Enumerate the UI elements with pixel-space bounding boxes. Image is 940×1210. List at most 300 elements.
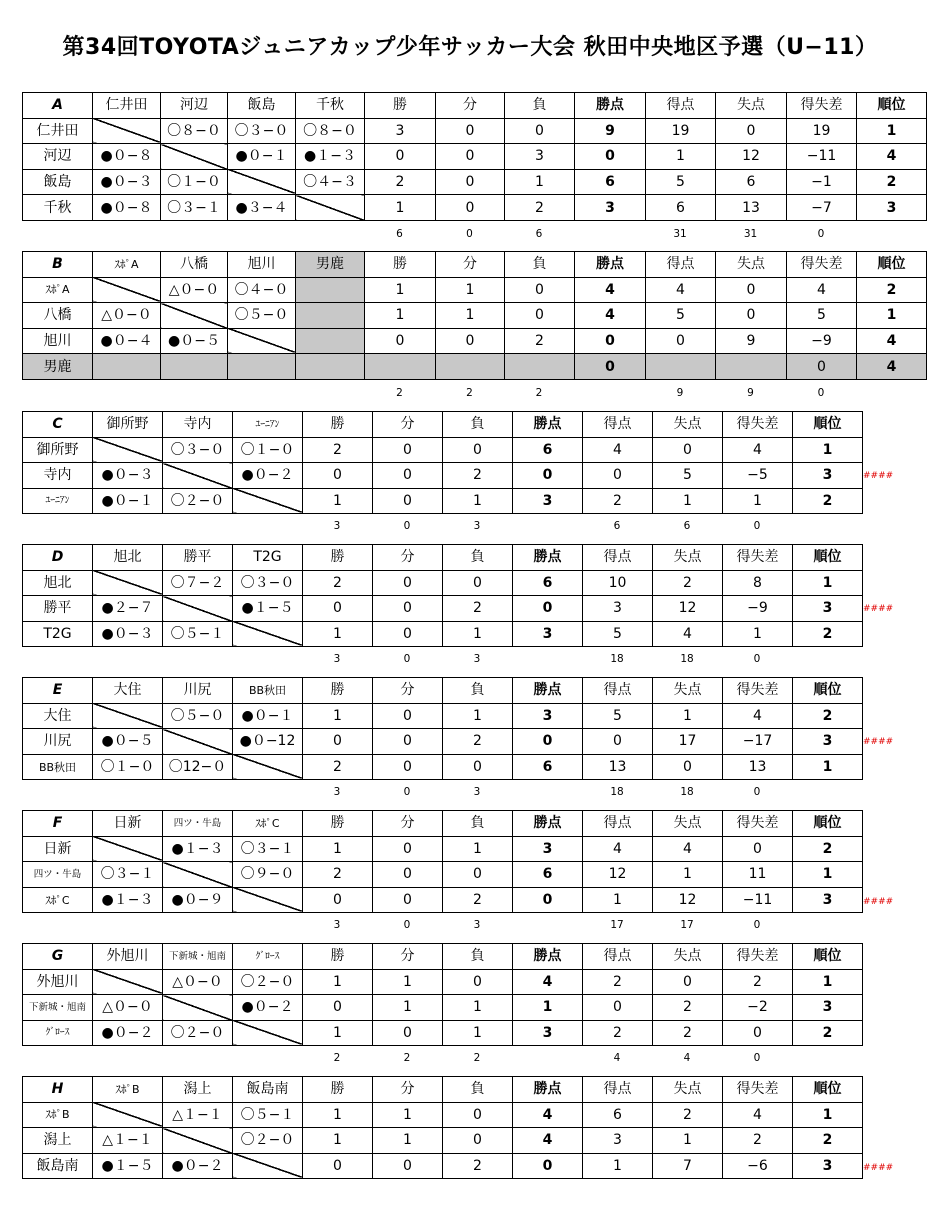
wins: 0 (365, 144, 436, 170)
error-flag: #### (863, 737, 894, 748)
match-result: ●０−１ (228, 144, 296, 170)
header-row (23, 412, 863, 438)
points: 0 (513, 1153, 583, 1179)
team-header: 仁井田 (93, 93, 161, 119)
points: 6 (513, 570, 583, 596)
team-header: 寺内 (163, 412, 233, 438)
header-points: 勝点 (513, 412, 583, 438)
losses: 2 (443, 729, 513, 755)
goal-diff: −6 (723, 1153, 793, 1179)
goals-for (646, 354, 716, 380)
header-points: 勝点 (513, 545, 583, 571)
team-header: ｸﾞﾛｰｽ (233, 944, 303, 970)
header-points: 勝点 (513, 1077, 583, 1103)
footer-value: 18 (680, 786, 694, 799)
match-result: 〇９−０ (233, 862, 303, 888)
match-result: ●０−２ (93, 1020, 163, 1046)
match-result: ●０−４ (93, 328, 161, 354)
goals-for: 5 (583, 621, 653, 647)
goal-diff: −5 (723, 463, 793, 489)
footer-value: 3 (473, 919, 481, 932)
draws: 0 (373, 887, 443, 913)
team-header: 八橋 (161, 252, 228, 278)
header-row (23, 944, 863, 970)
points: 4 (513, 969, 583, 995)
group-label: G (23, 944, 93, 970)
team-header: T2G (233, 545, 303, 571)
table-row (23, 995, 863, 1021)
match-result: 〇５−０ (228, 303, 296, 329)
goals-against: 0 (716, 303, 787, 329)
group-c-block (22, 411, 863, 514)
group-label: C (23, 412, 93, 438)
header-wins: 勝 (303, 944, 373, 970)
goals-for: 5 (646, 169, 716, 195)
header-losses: 負 (443, 545, 513, 571)
match-result: ●１−３ (163, 836, 233, 862)
header-wins: 勝 (365, 252, 436, 278)
team-name: 寺内 (23, 463, 93, 489)
losses: 2 (443, 463, 513, 489)
draws: 1 (373, 969, 443, 995)
goal-diff: 1 (723, 621, 793, 647)
footer-value: 0 (817, 228, 825, 240)
team-name: 飯島南 (23, 1153, 93, 1179)
wins: 1 (303, 1020, 373, 1046)
match-result (296, 303, 365, 329)
match-result: 〇５−１ (163, 621, 233, 647)
team-name: 外旭川 (23, 969, 93, 995)
match-result: 〇３−１ (161, 195, 228, 221)
table-row (23, 437, 863, 463)
page-title: 第34回TOYOTAジュニアカップ少年サッカー大会 秋田中央地区予選（U−11） (62, 35, 878, 60)
match-result: 〇５−１ (233, 1102, 303, 1128)
footer-value: 0 (753, 520, 761, 533)
team-header: ｽﾎﾟB (93, 1077, 163, 1103)
footer-value: 2 (466, 387, 473, 399)
goals-against: 13 (716, 195, 787, 221)
team-name: 日新 (23, 836, 93, 862)
draws: 0 (373, 437, 443, 463)
draws: 0 (373, 570, 443, 596)
rank: 2 (793, 1128, 863, 1154)
wins: 3 (365, 118, 436, 144)
header-row (23, 678, 863, 704)
header-goals-for: 得点 (583, 944, 653, 970)
team-header: 男鹿 (296, 252, 365, 278)
rank: 1 (857, 118, 927, 144)
group-a-table (22, 92, 927, 221)
team-header: 日新 (93, 811, 163, 837)
wins: 0 (303, 1153, 373, 1179)
goal-diff: 0 (723, 1020, 793, 1046)
losses: 0 (443, 1102, 513, 1128)
team-name: ﾕｰﾆｱﾝ (23, 488, 93, 514)
goals-against: 1 (653, 1128, 723, 1154)
footer-value: 0 (753, 919, 761, 932)
rank: 1 (793, 570, 863, 596)
table-row (23, 729, 863, 755)
wins: 2 (303, 437, 373, 463)
losses: 0 (505, 303, 575, 329)
goal-diff: 1 (723, 488, 793, 514)
losses: 1 (505, 169, 575, 195)
goal-diff: 2 (723, 969, 793, 995)
match-result: ●０−３ (93, 463, 163, 489)
footer-value: 0 (403, 786, 411, 799)
match-result: 〇２−０ (233, 1128, 303, 1154)
goals-for: 1 (646, 144, 716, 170)
self-match-cell (233, 887, 303, 913)
points: 0 (575, 144, 646, 170)
team-header: 四ツ・牛島 (163, 811, 233, 837)
goals-for: 6 (583, 1102, 653, 1128)
self-match-cell (163, 596, 233, 622)
points: 0 (575, 328, 646, 354)
points: 4 (575, 277, 646, 303)
self-match-cell (93, 437, 163, 463)
footer-value: 6 (535, 228, 543, 240)
footer-value: 2 (403, 1052, 411, 1065)
table-row (23, 887, 863, 913)
team-name: 旭川 (23, 328, 93, 354)
group-footer-totals (22, 784, 862, 802)
goal-diff: −9 (787, 328, 857, 354)
header-wins: 勝 (303, 545, 373, 571)
wins: 1 (365, 303, 436, 329)
goal-diff: 8 (723, 570, 793, 596)
goals-for: 4 (583, 437, 653, 463)
header-row (23, 1077, 863, 1103)
goals-for: 3 (583, 1128, 653, 1154)
group-footer-totals (22, 651, 862, 669)
header-draws: 分 (436, 93, 505, 119)
header-goal-diff: 得失差 (723, 944, 793, 970)
group-f-table (22, 810, 863, 913)
team-header: 下新城・旭南 (163, 944, 233, 970)
team-name: 四ツ・牛島 (23, 862, 93, 888)
points: 6 (513, 754, 583, 780)
match-result: ●０−３ (93, 621, 163, 647)
group-e-block (22, 677, 863, 780)
rank: 1 (793, 1102, 863, 1128)
team-name: ｽﾎﾟC (23, 887, 93, 913)
table-row (23, 144, 927, 170)
rank: 3 (793, 463, 863, 489)
goals-for: 1 (583, 1153, 653, 1179)
goals-against: 2 (653, 1020, 723, 1046)
losses: 2 (505, 195, 575, 221)
footer-value: 3 (333, 520, 341, 533)
team-header: ｽﾎﾟC (233, 811, 303, 837)
header-draws: 分 (373, 944, 443, 970)
match-result: 〇３−１ (233, 836, 303, 862)
rank: 2 (793, 1020, 863, 1046)
match-result (93, 354, 161, 380)
draws: 1 (373, 1102, 443, 1128)
header-points: 勝点 (513, 678, 583, 704)
goals-against: 0 (653, 969, 723, 995)
rank: 2 (857, 169, 927, 195)
header-goals-against: 失点 (653, 1077, 723, 1103)
table-row (23, 596, 863, 622)
rank: 2 (793, 703, 863, 729)
team-name: ｸﾞﾛｰｽ (23, 1020, 93, 1046)
header-rank: 順位 (793, 412, 863, 438)
group-footer-totals (22, 917, 862, 935)
rank: 2 (857, 277, 927, 303)
self-match-cell (228, 169, 296, 195)
match-result: ●０−５ (161, 328, 228, 354)
team-name: 川尻 (23, 729, 93, 755)
draws: 0 (373, 621, 443, 647)
points: 0 (513, 729, 583, 755)
team-name: 大住 (23, 703, 93, 729)
team-header: 河辺 (161, 93, 228, 119)
header-points: 勝点 (575, 93, 646, 119)
match-result: 〇８−０ (296, 118, 365, 144)
goals-against: 1 (653, 488, 723, 514)
error-flag: #### (863, 1162, 894, 1173)
table-row (23, 1128, 863, 1154)
losses: 3 (505, 144, 575, 170)
rank: 3 (793, 995, 863, 1021)
goals-against: 1 (653, 862, 723, 888)
table-row (23, 118, 927, 144)
goal-diff: 4 (787, 277, 857, 303)
group-label: D (23, 545, 93, 571)
header-goals-for: 得点 (583, 1077, 653, 1103)
team-header: 千秋 (296, 93, 365, 119)
wins: 2 (303, 754, 373, 780)
match-result: 〇３−０ (233, 570, 303, 596)
wins (365, 354, 436, 380)
header-points: 勝点 (513, 944, 583, 970)
points: 4 (575, 303, 646, 329)
header-draws: 分 (373, 1077, 443, 1103)
match-result: 〇２−０ (163, 488, 233, 514)
match-result (296, 277, 365, 303)
group-footer-totals (22, 385, 926, 403)
team-name: 旭北 (23, 570, 93, 596)
goals-against: 7 (653, 1153, 723, 1179)
wins: 1 (303, 488, 373, 514)
self-match-cell (93, 570, 163, 596)
self-match-cell (163, 862, 233, 888)
points: 0 (513, 887, 583, 913)
points: 6 (513, 437, 583, 463)
match-result: 〇１−０ (93, 754, 163, 780)
header-losses: 負 (443, 944, 513, 970)
match-result: ●０−２ (233, 463, 303, 489)
header-goals-against: 失点 (653, 545, 723, 571)
match-result: 〇２−０ (233, 969, 303, 995)
draws: 0 (436, 195, 505, 221)
match-result: △１−１ (93, 1128, 163, 1154)
footer-value: 2 (333, 1052, 341, 1065)
match-result: ●０−１ (93, 488, 163, 514)
losses: 1 (443, 621, 513, 647)
goals-for: 10 (583, 570, 653, 596)
draws: 0 (373, 488, 443, 514)
header-goals-against: 失点 (653, 811, 723, 837)
goals-against: 0 (653, 437, 723, 463)
losses: 1 (443, 995, 513, 1021)
self-match-cell (93, 277, 161, 303)
team-name: 八橋 (23, 303, 93, 329)
wins: 0 (303, 729, 373, 755)
wins: 1 (365, 277, 436, 303)
table-row (23, 862, 863, 888)
table-row (23, 1153, 863, 1179)
footer-value: 2 (535, 387, 543, 399)
goals-against: 0 (653, 754, 723, 780)
header-goal-diff: 得失差 (723, 811, 793, 837)
team-header: 旭川 (228, 252, 296, 278)
group-b-table (22, 251, 927, 380)
table-row (23, 277, 927, 303)
footer-value: 0 (753, 1052, 761, 1065)
draws: 0 (436, 169, 505, 195)
losses: 1 (443, 1020, 513, 1046)
losses: 2 (505, 328, 575, 354)
header-goals-against: 失点 (653, 944, 723, 970)
group-d-table (22, 544, 863, 647)
goals-against: 4 (653, 836, 723, 862)
header-goals-for: 得点 (583, 545, 653, 571)
header-rank: 順位 (857, 252, 927, 278)
goal-diff: 0 (787, 354, 857, 380)
goals-for: 0 (646, 328, 716, 354)
match-result (296, 354, 365, 380)
goals-against: 5 (653, 463, 723, 489)
self-match-cell (233, 1020, 303, 1046)
goals-against: 1 (653, 703, 723, 729)
table-row (23, 169, 927, 195)
group-footer-totals (22, 518, 862, 536)
header-goal-diff: 得失差 (723, 1077, 793, 1103)
header-goal-diff: 得失差 (787, 93, 857, 119)
team-name: T2G (23, 621, 93, 647)
group-footer-totals (22, 226, 926, 244)
goal-diff: 0 (723, 836, 793, 862)
goals-against: 0 (716, 277, 787, 303)
goal-diff: 11 (723, 862, 793, 888)
losses: 0 (505, 277, 575, 303)
draws: 0 (373, 1153, 443, 1179)
footer-value: 6 (396, 228, 403, 240)
goals-for: 1 (583, 887, 653, 913)
self-match-cell (93, 836, 163, 862)
header-goals-for: 得点 (646, 93, 716, 119)
header-losses: 負 (505, 93, 575, 119)
self-match-cell (93, 703, 163, 729)
match-result: 〇３−１ (93, 862, 163, 888)
team-header: 飯島 (228, 93, 296, 119)
points: 3 (575, 195, 646, 221)
header-rank: 順位 (857, 93, 927, 119)
header-wins: 勝 (303, 811, 373, 837)
goal-diff: −1 (787, 169, 857, 195)
group-h-table (22, 1076, 863, 1179)
goals-against: 2 (653, 995, 723, 1021)
footer-value: 4 (683, 1052, 691, 1065)
goals-for: 19 (646, 118, 716, 144)
wins: 1 (303, 703, 373, 729)
team-header: 勝平 (163, 545, 233, 571)
group-g-table (22, 943, 863, 1046)
footer-value: 3 (473, 653, 481, 666)
goal-diff: −11 (787, 144, 857, 170)
wins: 0 (365, 328, 436, 354)
team-name: 仁井田 (23, 118, 93, 144)
losses: 0 (443, 1128, 513, 1154)
footer-value: 0 (466, 228, 473, 240)
goals-against: 12 (653, 596, 723, 622)
header-goals-against: 失点 (716, 93, 787, 119)
team-name: ｽﾎﾟA (23, 277, 93, 303)
goals-for: 13 (583, 754, 653, 780)
footer-value: 0 (403, 653, 411, 666)
wins: 2 (365, 169, 436, 195)
rank: 1 (793, 437, 863, 463)
goal-diff: −11 (723, 887, 793, 913)
goals-for: 0 (583, 729, 653, 755)
match-result: ●１−３ (93, 887, 163, 913)
table-row (23, 1020, 863, 1046)
losses: 0 (443, 437, 513, 463)
match-result: ●０−２ (163, 1153, 233, 1179)
points: 6 (575, 169, 646, 195)
self-match-cell (93, 969, 163, 995)
goal-diff: 2 (723, 1128, 793, 1154)
points: 1 (513, 995, 583, 1021)
points: 0 (575, 354, 646, 380)
losses: 0 (505, 118, 575, 144)
match-result: 〇３−０ (228, 118, 296, 144)
match-result: △１−１ (163, 1102, 233, 1128)
match-result (228, 354, 296, 380)
goals-for: 4 (646, 277, 716, 303)
footer-value: 2 (473, 1052, 481, 1065)
group-a-block (22, 92, 927, 221)
match-result: 〇１−０ (233, 437, 303, 463)
losses: 0 (443, 862, 513, 888)
header-row (23, 811, 863, 837)
table-row (23, 354, 927, 380)
draws: 1 (373, 995, 443, 1021)
goal-diff: 4 (723, 1102, 793, 1128)
draws: 0 (373, 836, 443, 862)
match-result: 〇１−０ (161, 169, 228, 195)
goals-against: 17 (653, 729, 723, 755)
rank: 4 (857, 144, 927, 170)
goals-against: 2 (653, 1102, 723, 1128)
self-match-cell (233, 1153, 303, 1179)
match-result: △０−０ (163, 969, 233, 995)
group-b-block (22, 251, 927, 380)
team-header: ﾕｰﾆｱﾝ (233, 412, 303, 438)
rank: 4 (857, 328, 927, 354)
rank: 3 (857, 195, 927, 221)
draws: 1 (436, 303, 505, 329)
footer-value: 31 (743, 228, 758, 240)
self-match-cell (161, 303, 228, 329)
team-header: 潟上 (163, 1077, 233, 1103)
match-result: ●３−４ (228, 195, 296, 221)
self-match-cell (93, 1102, 163, 1128)
goals-for: 12 (583, 862, 653, 888)
